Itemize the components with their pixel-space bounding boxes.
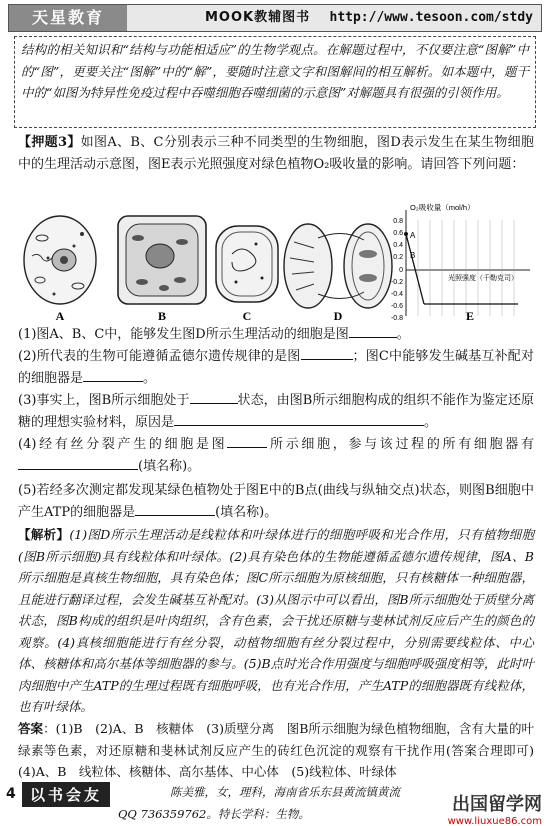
fig-label-d: D — [333, 309, 343, 323]
question-stem — [18, 132, 534, 176]
answer-blank[interactable] — [301, 347, 353, 360]
publisher-logo: 天星教育 — [9, 5, 127, 31]
cell-c-figure — [216, 226, 278, 302]
cell-b-figure — [118, 216, 206, 304]
y-tick: 0.4 — [393, 242, 403, 249]
answer-blank[interactable] — [174, 413, 424, 426]
question-4: (4)经有丝分裂产生的细胞是图 所示细胞，参与该过程的所有细胞器有(填名称)。 — [18, 437, 534, 474]
question-stem-text: 如图A、B、C分别表示三种不同类型的生物细胞，图D表示发生在某生物细胞中的生理活动示意图，图E表示光照强度对绿色植物O₂吸收量的影响。请回答下列问题： — [18, 135, 535, 172]
answer-blank[interactable] — [135, 503, 215, 516]
graph-x-label: 光照强度（千勒克司） — [448, 275, 518, 282]
analysis-section — [18, 524, 534, 718]
answer-blank[interactable] — [18, 457, 138, 470]
graph-point-a: A — [410, 231, 416, 240]
y-tick: -0.4 — [390, 291, 403, 298]
y-tick: 0.2 — [393, 254, 403, 261]
page-header — [8, 4, 542, 32]
fig-label-a: A — [55, 309, 65, 323]
watermark — [448, 790, 542, 826]
answer-blank[interactable] — [83, 369, 143, 382]
analysis-label: 【解析】 — [18, 527, 70, 542]
y-tick: 0 — [399, 267, 403, 274]
page-number: 4 — [6, 786, 16, 802]
y-tick: -0.8 — [390, 315, 403, 322]
fig-label-e: E — [465, 309, 475, 323]
answer-text: ：(1)B (2)A、B 核糖体 (3)质壁分离 图B所示细胞为绿色植物细胞，含有大量的叶绿素等色素，对还原糖和斐林试剂反应产生的砖红色沉淀的观察有干扰作用(答案合理即可) (4)A、B 线粒体、核糖体、高尔基体、中心体 (5)线粒体、叶绿体 — [18, 721, 547, 779]
fig-label-b: B — [157, 309, 167, 323]
header-url: http://www.tesoon.com/stdy — [329, 10, 533, 25]
watermark-title: 出国留学网 — [452, 794, 542, 815]
graph-point-b: B — [410, 251, 416, 260]
graph-y-label: O₂吸收量（mol/h） — [410, 203, 475, 212]
y-tick: 0.8 — [393, 218, 403, 225]
page-footer — [0, 782, 550, 826]
question-1: (1)图A、B、C中，能够发生图D所示生理活动的细胞是图 。 — [18, 327, 410, 342]
footer-author: 陈美雅，女，理科，海南省乐东县黄流镇黄流 — [170, 785, 400, 799]
answer-blank[interactable] — [190, 391, 238, 404]
answer-blank[interactable] — [349, 325, 397, 338]
fig-label-c: C — [242, 309, 252, 323]
y-tick: -0.6 — [390, 303, 403, 310]
graph-e — [391, 202, 530, 322]
graph-curve — [406, 234, 424, 304]
cell-d-figure — [284, 224, 392, 308]
intro-text: 结构的相关知识和“结构与功能相适应”的生物学观点。在解题过程中，不仅要注意“图解”中的“图”，更要关注“图解”中的“解”，要随时注意文字和图解间的相互解析。如本题中，题干中的“如图为特异性免疫过程中吞噬细胞吞噬细菌的示意图”对解题具有很强的引领作用。 — [21, 42, 529, 100]
footer-book-name: 以书会友 — [22, 782, 110, 807]
y-tick: -0.2 — [390, 279, 403, 286]
question-label: 【押题3】 — [18, 135, 81, 150]
brand-name: MOOK教辅图书 — [205, 10, 311, 25]
answer-blank[interactable] — [227, 435, 267, 448]
analysis-text: (1)图D所示生理活动是线粒体和叶绿体进行的细胞呼吸和光合作用，只有植物细胞(图B所示细胞)具有线粒体和叶绿体。(2)具有染色体的生物能遵循孟德尔遗传规律，图A、B所示细胞是真核生物细胞，具有染色体；图C所示细胞为原核细胞，只有核糖体一种细胞器，且能进行翻译过程，会发生碱基互补配对。(3)从图示中可以看出，图B所示细胞处于质壁分离状态，图B构成的组织是叶肉组织，含有色素，会干扰还原糖与斐林试剂反应后产生的颜色的观察。(4)真核细胞能进行有丝分裂，动植物细胞有丝分裂过程中，分别需要线粒体、中心体、核糖体和高尔基体等细胞器的参与。(5)B点时光合作用强度与细胞呼吸强度相等，此时叶肉细胞中产生ATP的生理过程既有细胞呼吸，也有光合作用，产生ATP的细胞器既有线粒体，也有叶绿体。 — [18, 527, 534, 714]
footer-qq: QQ 736359762。特长学科：生物。 — [118, 807, 310, 821]
y-tick: 0.6 — [393, 230, 403, 237]
question-5: (5)若经多次测定都发现某绿色植物处于图E中的B点(曲线与纵轴交点)状态，则图B细胞中产生ATP的细胞器是 (填名称)。 — [18, 483, 534, 520]
answer-section — [18, 718, 547, 783]
question-3: (3)事实上，图B所示细胞处于 状态，由图B所示细胞构成的组织不能作为鉴定还原糖的理想实验材料，原因是 。 — [18, 393, 534, 430]
question-2: (2)所代表的生物可能遵循孟德尔遗传规律的是图 ；图C中能够发生碱基互补配对的细胞器是 。 — [18, 349, 534, 386]
intro-box — [14, 36, 536, 128]
answer-label: 答案 — [18, 721, 44, 736]
figure-svg — [18, 198, 534, 324]
watermark-url: www.liuxue86.com — [447, 816, 542, 826]
figure-row — [18, 198, 534, 324]
cell-a-figure — [24, 216, 96, 304]
